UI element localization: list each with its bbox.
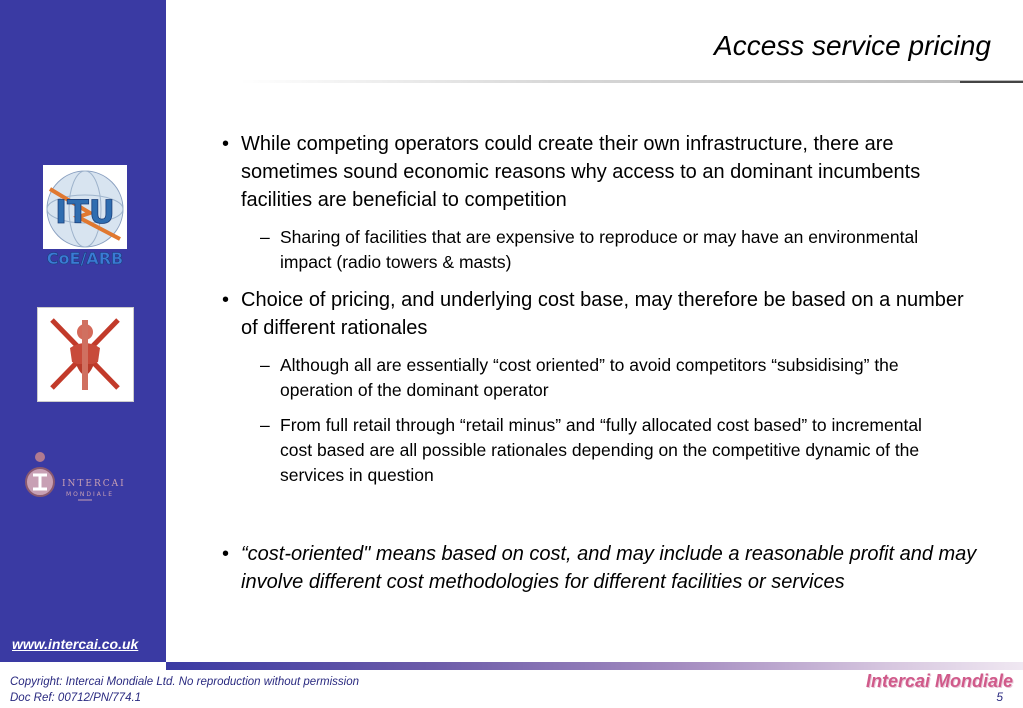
sub-bullet-item: [260, 225, 950, 275]
bullet-item-definition: [222, 540, 982, 596]
doc-ref-text: Doc Ref: 00712/PN/774.1: [10, 692, 142, 704]
bullet-text: Choice of pricing, and underlying cost base, may therefore be based on a number of different rationales: [241, 289, 964, 339]
sub-bullet-mark: –: [260, 227, 270, 247]
copyright-text: Copyright: Intercai Mondiale Ltd. No reproduction without permission: [10, 676, 360, 688]
footer-info: [10, 674, 359, 706]
bullet-item: [222, 286, 982, 342]
bullet-mark: •: [222, 543, 230, 565]
sub-bullet-mark: –: [260, 355, 270, 375]
itu-logo-subtext: CoE/ARB: [46, 249, 124, 268]
sub-bullet-mark: –: [260, 415, 270, 435]
sub-bullet-text: From full retail through “retail minus” and “fully allocated cost based” to incremental cost based are all possible rationales depending on the competitive dynamic of the services in question: [280, 415, 922, 485]
bullet-text: While competing operators could create their own infrastructure, there are sometimes sound economic reasons why access to an dominant incumbents facilities are beneficial to competition: [241, 133, 921, 211]
itu-logo-text: ITU: [55, 193, 115, 231]
footer-brand: Intercai Mondiale: [865, 671, 1013, 691]
sub-bullet-item: [260, 353, 950, 403]
sub-bullet-text: Although all are essentially “cost oriented” to avoid competitors “subsidising” the operation of the dominant operator: [280, 355, 899, 400]
slide-title: Access service pricing: [714, 30, 991, 61]
sub-bullet-item: [260, 413, 950, 488]
bullet-item: [222, 130, 982, 214]
website-link[interactable]: www.intercai.co.uk: [12, 636, 139, 652]
intercai-logo-subtext: MONDIALE: [66, 491, 115, 498]
bullet-mark: •: [222, 133, 230, 155]
sub-bullet-text: Sharing of facilities that are expensive to reproduce or may have an environmental impact (radio towers & masts): [280, 227, 919, 272]
page-number: 5: [996, 690, 1003, 704]
intercai-logo-text: INTERCAI: [62, 479, 126, 489]
bullet-text: “cost-oriented" means based on cost, and may include a reasonable profit and may involve different cost methodologies for different facilities or services: [241, 543, 977, 593]
footer-gradient-bar: [166, 662, 1023, 670]
bullet-mark: •: [222, 289, 230, 311]
